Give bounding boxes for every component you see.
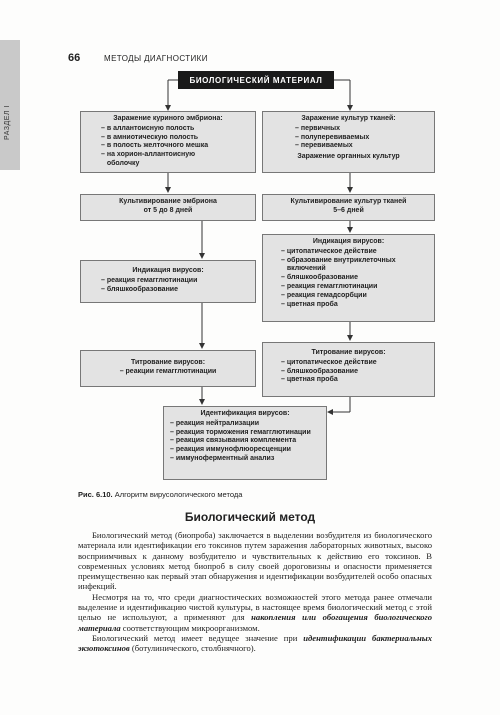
figure-caption-text: Алгоритм вирусологического метода <box>112 490 243 499</box>
identification-box <box>163 406 327 480</box>
embryo-infection-title: Заражение куриного эмбриона: <box>113 115 223 122</box>
list-item: – реакция гемагглютинации <box>101 276 198 284</box>
list-item: – в аллантоисную полость <box>101 124 195 132</box>
paragraph-text: (ботулинического, столбнячного). <box>129 643 256 654</box>
figure-caption-label: Рис. 6.10. <box>78 490 113 499</box>
list-item: – цветная проба <box>281 300 338 308</box>
list-item: – цитопатическое действие <box>281 247 377 255</box>
list-item: – реакция иммунофлюоресценции <box>170 446 291 454</box>
embryo-cultivation-box <box>80 194 256 221</box>
right-titration-box <box>262 342 435 397</box>
left-titration-line: – реакции гемагглютинации <box>119 367 217 375</box>
list-item: – на хорион-аллантоисную <box>101 151 196 159</box>
paragraph <box>78 633 432 654</box>
list-item: – цветная проба <box>281 376 338 384</box>
left-titration-box <box>80 350 256 387</box>
list-item: – перевиваемых <box>295 142 353 150</box>
list-item: включений <box>281 265 326 273</box>
list-item: – цитопатическое действие <box>281 358 377 366</box>
list-item: – бляшкообразование <box>281 367 359 375</box>
root-box: БИОЛОГИЧЕСКИЙ МАТЕРИАЛ <box>178 71 334 89</box>
list-item: – первичных <box>295 124 341 132</box>
body-text <box>78 530 432 654</box>
paragraph-text: Биологический метод имеет ведущее значение при <box>92 632 304 643</box>
list-item: – полуперевиваемых <box>295 133 370 141</box>
organ-culture-label: Заражение органных культур <box>297 153 400 161</box>
page-number: 66 <box>68 52 81 64</box>
right-indication-box <box>262 234 435 322</box>
left-indication-box <box>80 260 256 303</box>
list-item: – в амниотическую полость <box>101 133 199 141</box>
list-item: – реакция торможения гемагглютинации <box>170 428 311 436</box>
running-head: МЕТОДЫ ДИАГНОСТИКИ <box>104 54 208 63</box>
left-indication-title: Индикация вирусов: <box>132 267 204 274</box>
list-item: – реакция гемагглютинации <box>281 282 378 290</box>
list-item: – в полость желточного мешка <box>101 142 209 150</box>
section-title: Биологический метод <box>184 510 316 524</box>
emphasis-text: идентификации бактериальных экзотоксинов <box>78 632 432 654</box>
left-titration-title: Титрование вирусов: <box>130 359 206 366</box>
embryo-infection-box <box>80 111 256 173</box>
right-indication-title: Индикация вирусов: <box>312 238 385 245</box>
tissue-cultivation-box <box>262 194 435 221</box>
list-item: – иммуноферментный анализ <box>170 454 275 462</box>
list-item: – реакция гемадсорбции <box>281 291 367 299</box>
list-item: – образование внутриклеточных <box>281 256 396 264</box>
paragraph-text: соответствующим микроорганизмом. <box>120 622 260 633</box>
identification-title: Идентификация вирусов: <box>200 410 290 417</box>
figure-caption <box>78 490 242 499</box>
embryo-cultivation-line2: от 5 до 8 дней <box>143 206 193 214</box>
tissue-cultivation-line2: 5–6 дней <box>333 206 364 214</box>
right-titration-title: Титрование вирусов: <box>311 349 386 356</box>
list-item: оболочку <box>101 159 140 167</box>
list-item: – бляшкообразование <box>281 274 359 282</box>
list-item: – реакция нейтрализации <box>170 419 260 427</box>
tissue-culture-box <box>262 111 435 173</box>
tissue-cultivation-line1: Культивирование культур тканей <box>290 198 407 205</box>
paragraph-text: Несмотря на то, что среди диагностических возможностей этого метода ранее отмечали выделение и идентификацию чистой культуры, в настоящее время биологический метод с этой целью не используют, а применяют для <box>78 591 432 623</box>
list-item: – бляшкообразование <box>101 285 179 293</box>
paragraph <box>78 592 432 633</box>
side-tab-label: РАЗДЕЛ I <box>4 105 11 140</box>
paragraph: Биологический метод (биопроба) заключается в выделении возбудителя из биологического материала или идентификации его токсинов путем заражения лабораторных животных, высоко восприимчивых к данному возбудителю и чувствительных к действию его токсинов. В современных условиях метод биопроб в силу своей дороговизны и опасности применяется преимущественно как первый этап обнаружения и идентификации возбудителей особо опасных инфекций. <box>78 530 432 592</box>
list-item: – реакция связывания комплемента <box>170 437 297 445</box>
tissue-culture-title: Заражение культур тканей: <box>301 115 396 122</box>
embryo-cultivation-line1: Культивирование эмбриона <box>119 198 217 205</box>
emphasis-text: накопления или обогащения биологического материала <box>78 612 432 633</box>
